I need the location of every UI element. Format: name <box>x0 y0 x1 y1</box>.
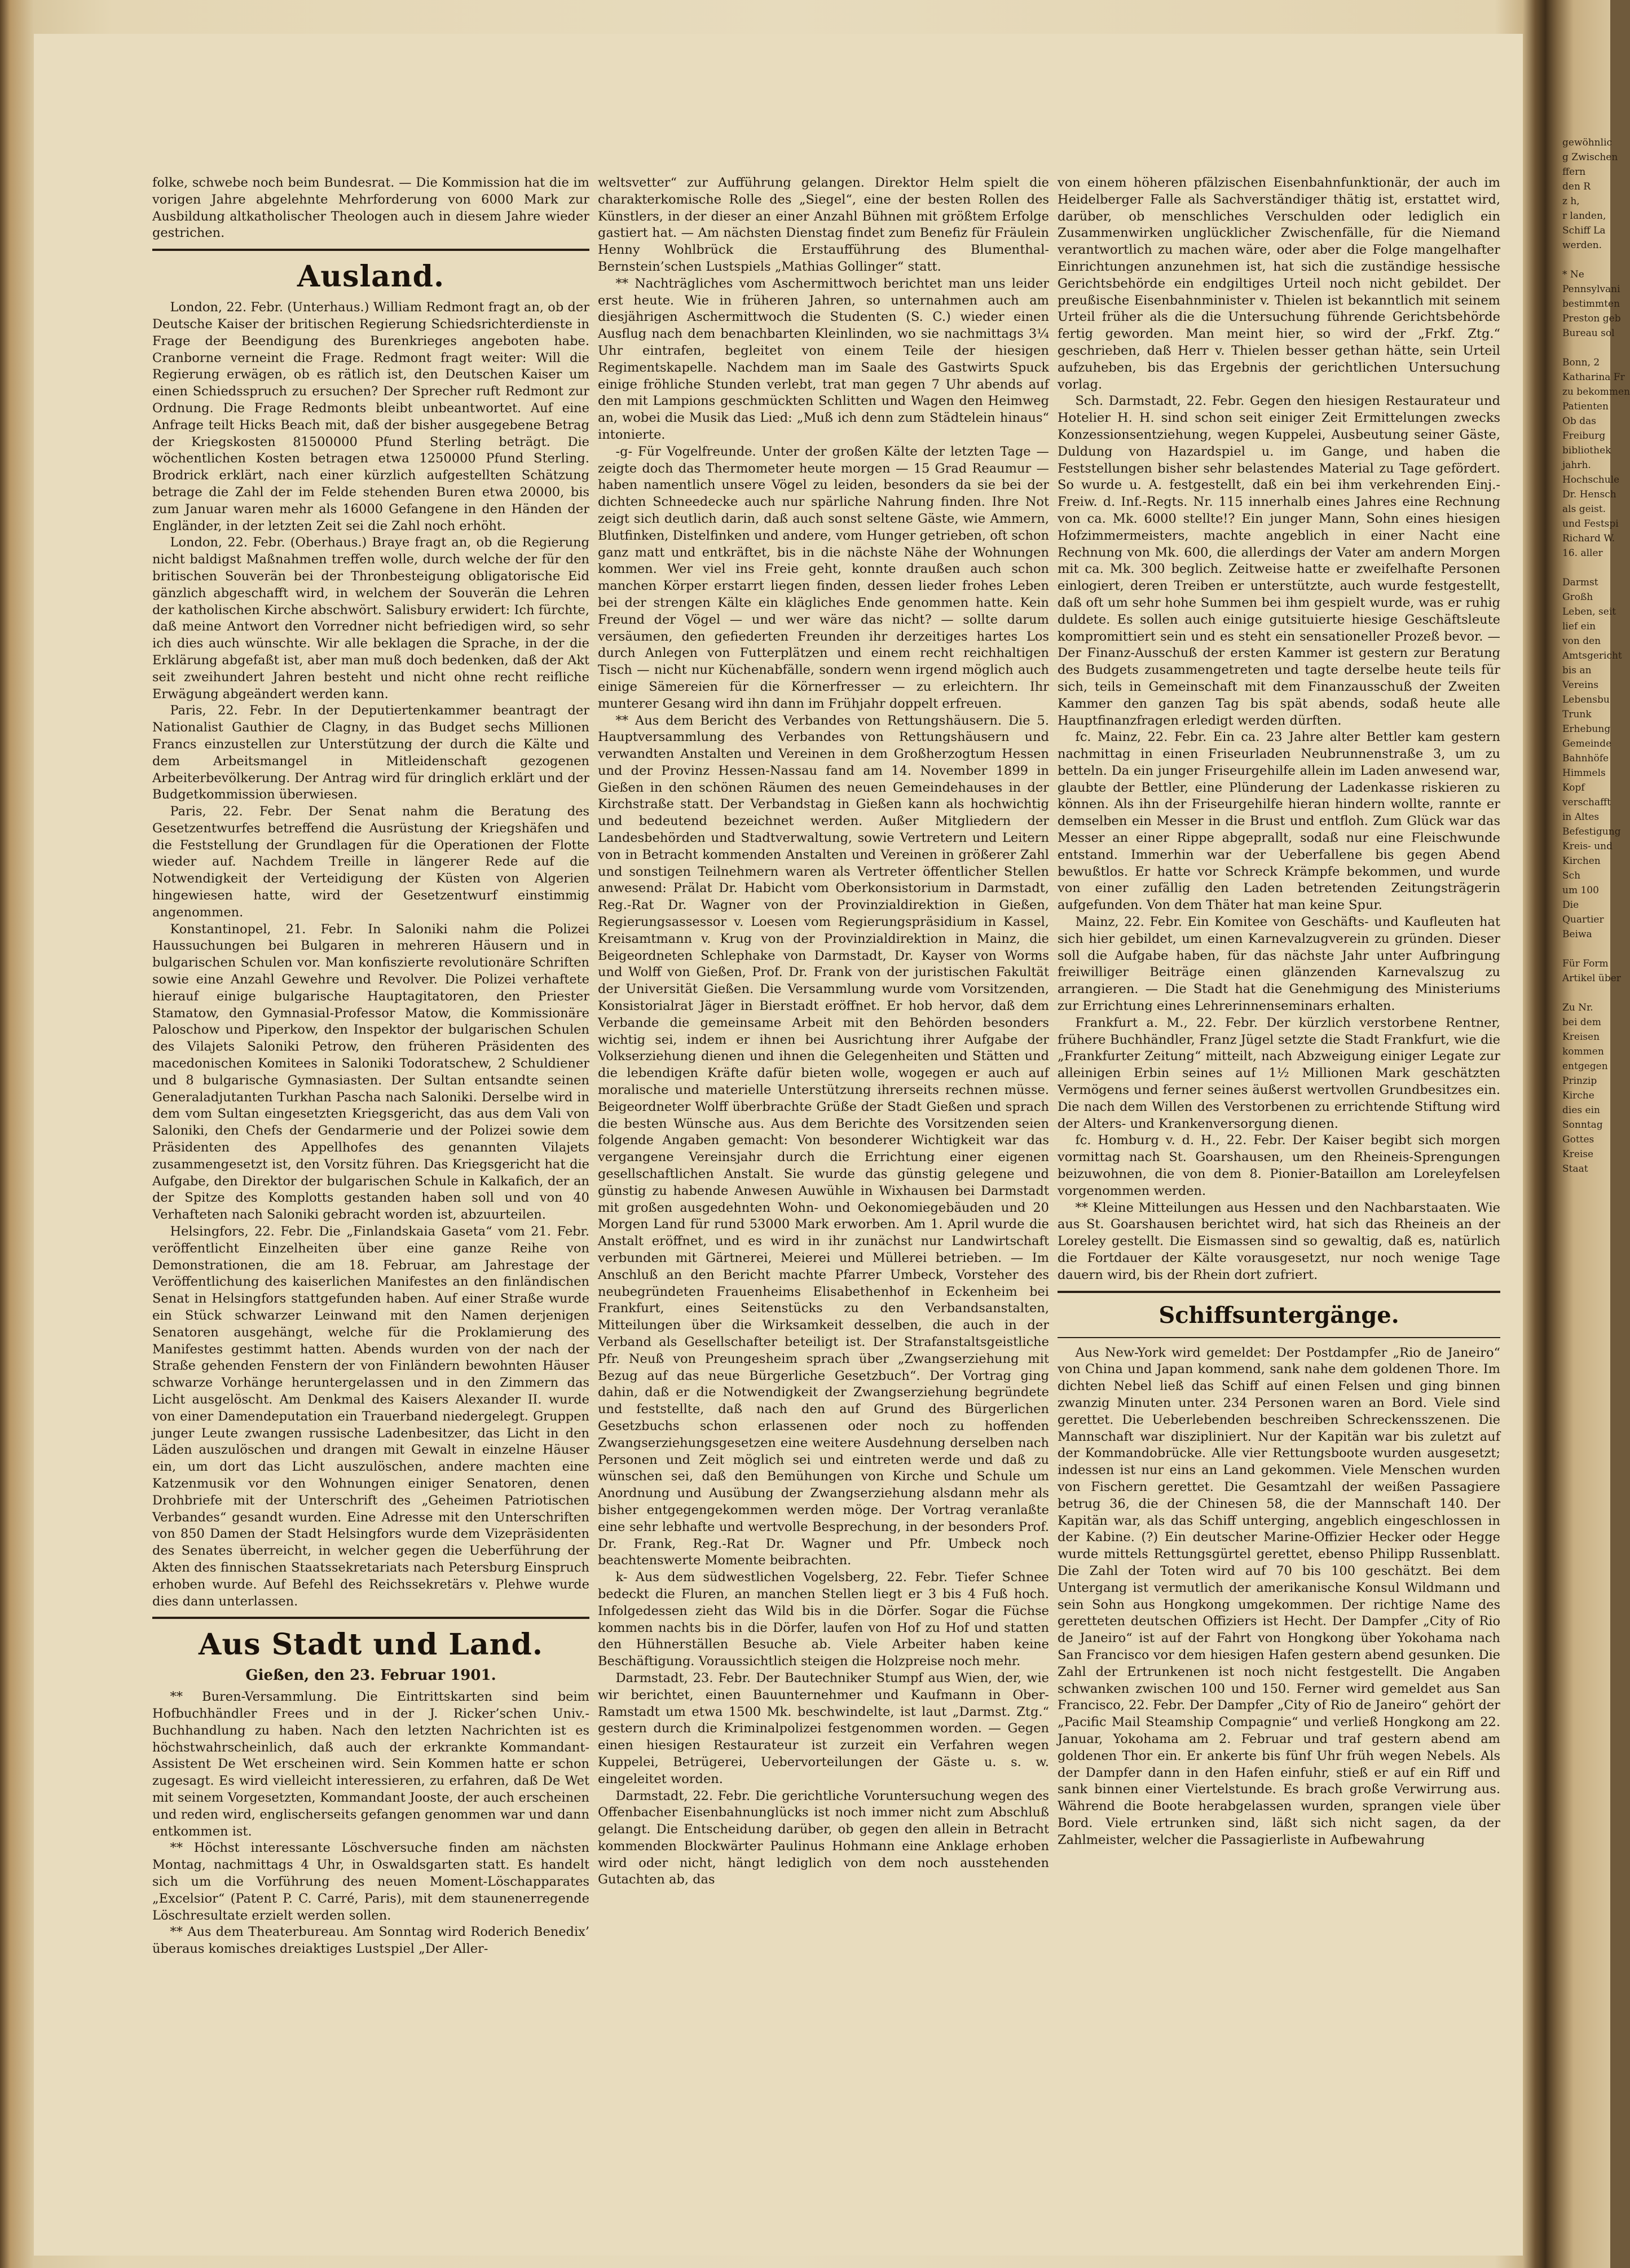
strip-line: 16. aller <box>1562 548 1603 559</box>
strip-line: werden. <box>1562 240 1602 251</box>
strip-line: entgegen <box>1562 1061 1608 1072</box>
article-kleine-mitteilungen: ** Kleine Mitteilungen aus Hessen und den Nachbarstaaten. Wie aus St. Goarshausen berichtet wird, hat sich das Rheineis an der Loreley gestellt. Die Eismassen sind so gewaltig, daß es, natürlich die Fortdauer der Kälte vorausgesetzt, nur noch wenige Tage dauern wird, bis der Rhein dort zufriert. <box>1058 1200 1500 1282</box>
strip-line: Artikel über <box>1562 973 1621 984</box>
strip-line: bestimmten <box>1562 298 1620 310</box>
article-buren-versammlung: ** Buren-Versammlung. Die Eintrittskarten sind beim Hofbuchhändler Frees und in der J. Ricker’schen Univ.-Buchhandlung zu haben. Nach den letzten Nachrichten ist es höchstwahrscheinlich, daß auch der erkrankte Kommandant-Assistent De Wet erscheinen wird. Sein Kommen hatte er schon zugesagt. Es wird vielleicht interessieren, zu erfahren, daß De Wet mit seinem Vorgesetzten, Kommandant Jooste, der auch erscheinen und reden wird, englischerseits gefangen genommen war und dann entkommen ist. <box>152 1689 589 1839</box>
strip-line: bei dem <box>1562 1017 1601 1028</box>
article-rettungshaeuser: ** Aus dem Bericht des Verbandes von Rettungshäusern. Die 5. Hauptversammlung des Verbandes von Rettungshäusern und verwandten Anstalten und Vereinen in dem Großherzogtum Hessen und der Provinz Hessen-Nassau fand am 14. November 1899 in Gießen in den schönen Räumen des neuen Gemeindehauses in der Kirchstraße statt. Der Verbandstag in Gießen kann als hochwichtig und bedeutend bezeichnet werden. Außer Mitgliedern der Landesbehörden und Stadtverwaltung, sowie Vertretern und Leitern von in Betracht kommenden Anstalten und Vereinen in größerer Zahl und sonstigen Teilnehmern waren als Vertreter öffentlicher Stellen anwesend: Prälat Dr. Habicht vom Oberkonsistorium in Darmstadt, Reg.-Rat Dr. Wagner von der Provinzialdirektion in Gießen, Regierungsassessor v. Loesen vom Regierungspräsidium in Kassel, Kreisamtmann v. Krug von der Provinzialdirektion in Mainz, die Beigeordneten Schlephake von Darmstadt, Dr. Kayser von Worms und Wolff von Gießen, Prof. Dr. Frank von der juristischen Fakultät der Universität Gießen. Die Versammlung wurde vom Vorsitzenden, Konsistorialrat Jäger in Bierstadt eröffnet. Er hob hervor, daß dem Verbande die gemeinsame Arbeit mit den Behörden besonders wichtig sei, indem er ihnen bei Ausrichtung ihrer Aufgabe der Volkserziehung dienen und ihnen die Gelegenheiten und Stätten und die lebendigen Kräfte dafür bieten wolle, wogegen er auch auf moralische und materielle Unterstützung ihrerseits rechnen müsse. Beigeordneter Wolff überbrachte Grüße der Stadt Gießen und sprach die besten Wünsche aus. Aus dem Berichte des Vorsitzenden seien folgende Angaben gemacht: Von besonderer Wichtigkeit war das vergangene Vereinsjahr durch die Errichtung einer eigenen gesellschaftlichen Anstalt. Sie wurde das günstig gelegene und günstig zu habende Anwesen Auwühle in Wixhausen bei Darmstadt mit großen ausgedehnten Wohn- und Oekonomiegebäuden und 20 Morgen Land für rund 53000 Mark erworben. Am 1. April wurde die Anstalt eröffnet, und es wird in ihr zunächst nur Landwirtschaft verbunden mit Gärtnerei, Meierei und Müllerei betrieben. — Im Anschluß an den Bericht machte Pfarrer Umbeck, Vorsteher des neubegründeten Frauenheims Elisabethenhof in Eckenheim bei Frankfurt, eines Seitenstücks zu den Verbandsanstalten, Mitteilungen über die Wirksamkeit desselben, die auch in der Verband als Gesellschafter beteiligt ist. Der Strafanstaltsgeistliche Pfr. Neuß von Preungesheim sprach über „Zwangserziehung mit Bezug auf das neue Bürgerliche Gesetzbuch“. Der Vortrag ging dahin, daß er die Notwendigkeit der Zwangserziehung begründete und feststellte, daß nach den auf Grund des Bürgerlichen Gesetzbuchs schon erlassenen oder noch zu hoffenden Zwangserziehungsgesetzen eine weitere Ausdehnung derselben nach Personen und Zeit möglich sei und eintreten werde und daß zu wünschen sei, daß den Bemühungen von Kirche und Schule um Anordnung und Ausübung der Zwangserziehung alsdann mehr als bisher entgegengekommen werden möge. Der Vortrag veranlaßte eine sehr lebhafte und wertvolle Besprechung, in der besonders Prof. Dr. Frank, Reg.-Rat Dr. Wagner und Pfr. Umbeck noch beachtenswerte Momente beibrachten. <box>598 713 1049 1568</box>
strip-line: * Ne <box>1562 269 1584 280</box>
section-heading-stadt-land: Aus Stadt und Land. <box>199 1627 543 1662</box>
strip-line: Staat <box>1562 1163 1588 1175</box>
article-aschermittwoch: ** Nachträgliches vom Aschermittwoch berichtet man uns leider erst heute. Wie in früheren Jahren, so unternahmen auch am diesjährigen Aschermittwoch die Studenten (S. C.) wieder einen Ausflug nach dem benachbarten Kleinlinden, wo sie nachmittags 3¼ Uhr eintrafen, begleitet von einem Teile der hiesigen Regimentskapelle. Nachdem man im Saale des Gastwirts Spuck einige fröhliche Stunden verlebt, trat man gegen 7 Uhr abends auf den mit Lampions geschmückten Schlitten und Wagen den Heimweg an, wobei die Musik das Lied: „Muß ich denn zum Städtelein hinaus“ intonierte. <box>598 276 1049 442</box>
strip-line: von den <box>1562 636 1601 647</box>
strip-line: jahrh. <box>1562 460 1591 471</box>
strip-line: als geist. <box>1562 504 1606 515</box>
strip-line <box>1562 341 1610 355</box>
article-loeschversuche: ** Höchst interessante Löschversuche finden am nächsten Montag, nachmittags 4 Uhr, in Oswaldsgarten statt. Es handelt sich um die Vorführung des neuen Moment-Löschapparates „Excelsior“ (Patent P. C. Carré, Paris), mit dem staunenerregende Löschresultate erzielt werden sollen. <box>152 1841 589 1923</box>
strip-line: Gottes <box>1562 1134 1594 1145</box>
strip-line: Himmels <box>1562 767 1606 779</box>
strip-line: Zu Nr. <box>1562 1002 1593 1013</box>
strip-line: Vereins <box>1562 679 1599 691</box>
article-theaterbureau: ** Aus dem Theaterbureau. Am Sonntag wird Roderich Benedix’ überaus komisches dreiaktiges Lustspiel „Der Aller- <box>152 1925 589 1957</box>
strip-line: und Festspi <box>1562 518 1619 530</box>
strip-line: Erhebung <box>1562 723 1611 735</box>
strip-line: Hochschule <box>1562 474 1620 486</box>
strip-line: Für Form <box>1562 958 1609 969</box>
article-mainz-bettler: fc. Mainz, 22. Febr. Ein ca. 23 Jahre alter Bettler kam gestern nachmittag in einen Friseurladen Neubrunnenstraße 3, um zu betteln. Da ein junger Friseurgehilfe allein im Laden anwesend war, glaubte der Bettler, eine Plünderung der Ladenkasse riskieren zu können. Als ihn der Friseurgehilfe hieran hindern wollte, rannte er demselben ein Messer in die Brust und entfloh. Zum Glück war das Messer an einer Rippe abgeprallt, sodaß nur eine Fleischwunde entstand. Immerhin war der Ueberfallene bis gegen Abend bewußtlos. Er hatte vor Schreck Krämpfe bekommen, und wurde von einer zufällig den Laden betretenden Zeitungsträgerin aufgefunden. Von dem Thäter hat man keine Spur. <box>1058 730 1500 913</box>
article-paris-deputierte: Paris, 22. Febr. In der Deputiertenkammer beantragt der Nationalist Gauthier de Clagny, in das Budget sechs Millionen Francs einzustellen zur Unterstützung der durch die Kälte und dem Arbeitsmangel in Mitleidenschaft gezogenen Arbeiterbevölkerung. Der Antrag wird für dringlich erklärt und der Budgetkommission überwiesen. <box>152 703 589 802</box>
strip-line: Bonn, 2 <box>1562 357 1600 368</box>
strip-line: Lebensbu <box>1562 694 1610 705</box>
strip-line: Bahnhöfe <box>1562 753 1609 764</box>
strip-line: Darmst <box>1562 577 1598 588</box>
divider <box>1058 1291 1500 1293</box>
strip-line: z h, <box>1562 196 1580 207</box>
strip-line: Patienten <box>1562 401 1609 412</box>
strip-line: Kreis- und <box>1562 841 1613 852</box>
strip-line: bibliothek <box>1562 445 1611 456</box>
column-2 <box>598 175 1049 1888</box>
column-1 <box>152 175 589 1958</box>
article-intro: folke, schwebe noch beim Bundesrat. — Die Kommission hat die im vorigen Jahre abgelehnte Mehrforderung von 6000 Mark zur Ausbildung altkatholischer Theologen auch in diesem Jahre wieder gestrichen. <box>152 175 589 241</box>
strip-line: Leben, seit <box>1562 606 1616 617</box>
divider <box>152 1617 589 1619</box>
article-vogelsberg: k- Aus dem südwestlichen Vogelsberg, 22. Febr. Tiefer Schnee bedeckt die Fluren, an manchen Stellen liegt er 3 bis 4 Fuß hoch. Infolgedessen zieht das Wild bis in die Dörfer. Sogar die Füchse kommen nachts bis in die Dörfer, laufen von Hof zu Hof und statten den Hühnerställen Besuche ab. Viele Arbeiter haben keine Beschäftigung. Voraussichtlich steigen die Holzpreise noch mehr. <box>598 1570 1049 1669</box>
article-mainz-karneval: Mainz, 22. Febr. Ein Komitee von Geschäfts- und Kaufleuten hat sich hier gebildet, um einen Karnevalzugverein zu gründen. Dieser soll die Aufgabe haben, für das nächste Jahr unter Aufbringung freiwilliger Beiträge einen glänzenden Karnevalszug zu arrangieren. — Die Stadt hat die Genehmigung des Ministeriums zur Errichtung eines Lehrerinnenseminars erhalten. <box>1058 915 1500 1014</box>
article-vogelfreunde: -g- Für Vogelfreunde. Unter der großen Kälte der letzten Tage — zeigte doch das Thermometer heute morgen — 15 Grad Reaumur — haben namentlich unsere Vögel zu leiden, besonders da sie bei der dichten Schneedecke auch nur spärliche Nahrung finden. Ihre Not zeigt sich deutlich darin, daß auch sonst seltene Gäste, wie Ammern, Blutfinken, Distelfinken und andere, vom Hunger getrieben, oft schon ganz matt und entkräftet, bis in die nächste Nähe der Wohnungen kommen. Wer viel ins Freie geht, konnte draußen auch schon manchen Körper erstarrt liegen finden, dessen lieder frohes Leben bei der strengen Kälte ein klägliches Ende genommen hatte. Kein Freund der Vögel — und wer wäre das nicht? — sollte darum versäumen, den gefiederten Freunden ihr derzeitiges hartes Los durch Anlegen von Futterplätzen und einem recht reichhaltigen Tisch — nicht nur Küchenabfälle, sondern wenn irgend möglich auch einige Sämereien für die Körnerfresser — zu erleichtern. Ihr munterer Gesang wird ihn dann im Frühjahr doppelt erfreuen. <box>598 444 1049 711</box>
strip-line: Freiburg <box>1562 430 1606 442</box>
strip-line: g Zwischen <box>1562 152 1618 163</box>
strip-line: Kopf <box>1562 782 1585 793</box>
article-rio-de-janeiro: Aus New-York wird gemeldet: Der Postdampfer „Rio de Janeiro“ von China und Japan kommend, sank nahe dem goldenen Thore. Im dichten Nebel ließ das Schiff auf einen Felsen und ging binnen zwanzig Minuten unter. 234 Personen waren an Bord. Viele sind gerettet. Die Ueberlebenden beschreiben Schreckensszenen. Die Mannschaft war diszipliniert. Nur der Kapitän war bis zuletzt auf der Kommandobrücke. Alle vier Rettungsboote wurden ausgesetzt; indessen ist nur eins an Land gekommen. Viele Menschen wurden von Fischern gerettet. Die Gesamtzahl der weißen Passagiere betrug 36, die der Chinesen 58, die der Mannschaft 140. Der Kapitän war, als das Schiff unterging, angeblich eingeschlossen in der Kabine. (?) Ein deutscher Marine-Offizier Hecker oder Hegge wurde mittels Rettungsgürtel gerettet, ebenso Philipp Russenblatt. Die Zahl der Toten wird auf 70 bis 100 geschätzt. Bei dem Untergang ist vermutlich der amerikanische Konsul Wildmann und sein Sohn aus Hongkong umgekommen. Der richtige Name des geretteten deutschen Offiziers ist Hecht. Der Dampfer „City of Rio de Janeiro“ ist auf der Fahrt von Hongkong über Yokohama nach San Francisco vor dem hiesigen Hafen gestern abend gesunken. Die Zahl der Ertrunkenen ist noch nicht festgestellt. Die Angaben schwanken zwischen 100 und 150. Ferner wird gemeldet aus San Francisco, 22. Febr. Der Dampfer „City of Rio de Janeiro“ gehört der „Pacific Mail Steamship Compagnie“ und verließ Hongkong am 22. Januar, Yokohama am 2. Februar und traf gestern abend am goldenen Thor ein. Er ankerte bis fünf Uhr früh wegen Nebels. Als der Dampfer dann in den Hafen einfuhr, stieß er auf ein Riff und sank binnen einer Viertelstunde. Es brach große Verwirrung aus. Während die Boote herabgelassen wurden, sprangen viele über Bord. Viele ertrunken sind, läßt sich nicht sagen, da der Zahlmeister, welcher die Passagierliste in Aufbewahrung <box>1058 1345 1500 1847</box>
strip-line: Dr. Hensch <box>1562 489 1616 500</box>
strip-line: Ob das <box>1562 416 1596 427</box>
divider <box>152 249 589 251</box>
strip-line <box>1562 253 1610 267</box>
dateline: Gießen, den 23. Februar 1901. <box>245 1667 496 1684</box>
strip-line: lief ein <box>1562 621 1596 632</box>
strip-line: bis an <box>1562 665 1592 676</box>
section-heading-schiffsuntergaenge: Schiffsuntergänge. <box>1158 1301 1399 1329</box>
strip-line: Richard W. <box>1562 533 1615 544</box>
strip-line <box>1562 942 1610 956</box>
divider <box>1058 1337 1500 1338</box>
article-darmstadt-stumpf: Darmstadt, 23. Febr. Der Bautechniker Stumpf aus Wien, der, wie wir berichtet, einen Bauunternehmer und Kaufmann in Ober-Ramstadt um etwa 1500 Mk. beschwindelte, ist laut „Darmst. Ztg.“ gestern durch die Kriminalpolizei festgenommen worden. — Gegen einen hiesigen Restaurateur ist zurzeit ein Verfahren wegen Kuppelei, Betrügerei, Uebervorteilungen der Gäste u. s. w. eingeleitet worden. <box>598 1670 1049 1786</box>
right-page-strip <box>1562 135 1630 2222</box>
strip-line: Kirche <box>1562 1090 1594 1101</box>
article-darmstadt-voruntersuchung: Darmstadt, 22. Febr. Die gerichtliche Voruntersuchung wegen des Offenbacher Eisenbahnunglücks ist noch immer nicht zum Abschluß gelangt. Die Entscheidung darüber, ob gegen den allein in Betracht kommenden Blockwärter Paulinus Hohmann eine Anklage erhoben wird oder nicht, hängt lediglich von dem noch ausstehenden Gutachten ab, das <box>598 1788 1049 1887</box>
article-darmstadt-restaurateur: Sch. Darmstadt, 22. Febr. Gegen den hiesigen Restaurateur und Hotelier H. H. sind schon seit einiger Zeit Ermittelungen zwecks Konzessionsentziehung, wegen Kuppelei, Ausbeutung seiner Gäste, Duldung von Hazardspiel u. im Gange, und haben die Feststellungen bisher sehr belastendes Material zu Tage gefördert. So wurde u. A. festgestellt, daß ein bei ihm verkehrenden Einj.-Freiw. d. Inf.-Regts. Nr. 115 innerhalb eines Jahres eine Rechnung von ca. Mk. 6000 stellte!? Ein junger Mann, Sohn eines hiesigen Hofzimmermeisters, machte angeblich in einer Nacht eine Rechnung von Mk. 600, die allerdings der Vater am andern Morgen mit ca. Mk. 300 beglich. Zeitweise hatte er zweifelhafte Personen einlogiert, deren Treiben er unterstützte, auch wurde festgestellt, daß oft um sehr hohe Summen bei ihm gespielt wurde, was er ruhig duldete. Es sollen auch einige gutsituierte hiesige Geschäftsleute kompromittiert sein und es steht ein sensationeller Prozeß bevor. — Der Finanz-Ausschuß der ersten Kammer ist gestern zur Beratung des Budgets zusammengetreten und tagte derselbe heute teils für sich, teils in Gemeinschaft mit dem Finanzausschuß der Zweiten Kammer den ganzen Tag bis spät abends, sodaß heute alle Hauptfinanzfragen erledigt werden dürften. <box>1058 394 1500 728</box>
strip-line <box>1562 986 1610 1000</box>
strip-line: Sch <box>1562 870 1581 881</box>
strip-line: Schiff La <box>1562 225 1606 236</box>
strip-line: Preston geb <box>1562 313 1621 324</box>
article-paris-senat: Paris, 22. Febr. Der Senat nahm die Beratung des Gesetzentwurfes betreffend die Ausrüstung der Kriegshäfen und die Feststellung der Grundlagen für die Operationen der Flotte wieder auf. Nachdem Treille in längerer Rede auf die Notwendigkeit der Verteidigung der Küsten von Algerien hingewiesen hatte, wird der Gesetzentwurf einstimmig angenommen. <box>152 804 589 920</box>
article-london-oberhaus: London, 22. Febr. (Oberhaus.) Braye fragt an, ob die Regierung nicht baldigst Maßnahmen treffen wolle, durch welche der für den britischen Souverän bei der Thronbesteigung obligatorische Eid gänzlich abgeschafft wird, in welchem der Souverän die Lehren der katholischen Kirche abschwört. Salisbury erwidert: Ich fürchte, daß meine Antwort den Vorredner nicht befriedigen wird, so sehr ich dies auch wünschte. Wir alle beklagen die Sprache, in der die Erklärung abgefaßt ist, aber man muß doch bedenken, daß der Akt seit zweihundert Jahren besteht und nicht ohne recht reifliche Erwägung abgeändert werden kann. <box>152 535 589 701</box>
left-page-edge <box>0 141 23 2227</box>
strip-line: Kirchen <box>1562 855 1601 867</box>
strip-line: ffern <box>1562 166 1586 178</box>
article-konstantinopel: Konstantinopel, 21. Febr. In Saloniki nahm die Polizei Haussuchungen bei Bulgaren in mehreren Häusern und in bulgarischen Schulen vor. Man konfiszierte revolutionäre Schriften sowie eine Anzahl Gewehre und Revolver. Die Polizei verhaftete hierauf einige bulgarische Hauptagitatoren, den Priester Stamatow, den Gymnasial-Professor Matow, die Kommissionäre Paloschow und Piperkow, den Inspektor der bulgarischen Schulen des Vilajets Saloniki Petrow, den früheren Präsidenten des macedonischen Komitees in Saloniki Todoratschew, 2 Schuldiener und 8 bulgarische Gymnasiasten. Der Sultan entsandte seinen Generaladjutanten Turkhan Pascha nach Saloniki. Derselbe wird in dem vom Sultan eingesetzten Kriegsgericht, das aus dem Vali von Saloniki, den Chefs der Gendarmerie und der Polizei sowie dem Präsidenten des Appellhofes des genannten Vilajets zusammengesetzt ist, den Vorsitz führen. Das Kriegsgericht hat die Aufgabe, den Direktor der bulgarischen Schule in Kalkafich, der an der Spitze des Komplotts gestanden haben soll und von 40 Verhafteten nach Saloniki gebracht worden ist, abzuurteilen. <box>152 921 589 1223</box>
strip-line: Großh <box>1562 592 1593 603</box>
article-london-unterhaus: London, 22. Febr. (Unterhaus.) William Redmont fragt an, ob der Deutsche Kaiser der britischen Regierung Schiedsrichterdienste in Frage der Beendigung des Burenkrieges angeboten habe. Cranborne verneint die Frage. Redmont fragt weiter: Will die Regierung erwägen, ob es rätlich ist, den Deutschen Kaiser um einen Schiedsspruch zu ersuchen? Der Sprecher ruft Redmont zur Ordnung. Die Frage Redmonts bleibt unbeantwortet. Auf eine Anfrage teilt Hicks Beach mit, daß der bisher ausgegebene Betrag der Kriegskosten 81500000 Pfund Sterling beträgt. Die wöchentlichen Kosten betragen etwa 1250000 Pfund Sterling. Brodrick erklärt, nach einer kürzlich aufgestellten Schätzung betrage die Zahl der im Felde stehenden Buren etwa 20000, bis zum Januar waren mehr als 16000 Gefangene in den Händen der Engländer, in der letzten Zeit sei die Zahl noch erhöht. <box>152 300 589 533</box>
article-helsingfors: Helsingfors, 22. Febr. Die „Finlandskaia Gaseta“ vom 21. Febr. veröffentlicht Einzelheiten über eine ganze Reihe von Demonstrationen, die am 18. Februar, am Jahrestage der Veröffentlichung des kaiserlichen Manifestes an den finländischen Senat in Helsingfors stattgefunden haben. Auf einer Straße wurde ein Stück schwarzer Leinwand mit den Namen derjenigen Senatoren ausgehängt, welche für die Proklamierung des Manifestes gestimmt hatten. Abends wurden von der nach der Straße gehenden Fenstern der von Finländern bewohnten Häuser schwarze Vorhänge heruntergelassen und in den Zimmern das Licht ausgelöscht. Am Denkmal des Kaisers Alexander II. wurde von einer Damendeputation ein Trauerband niedergelegt. Gruppen junger Leute zwangen russische Ladenbesitzer, das Licht in den Läden auszulöschen und drangen mit Gewalt in einzelne Häuser ein, um dort das Licht auszulöschen, andere machten eine Katzenmusik vor den Wohnungen einiger Senatoren, denen Drohbriefe mit der Unterschrift des „Geheimen Patriotischen Verbandes“ gesandt wurden. Eine Adresse mit den Unterschriften von 850 Damen der Stadt Helsingfors wurde dem Vizepräsidenten des Senates überreicht, in welcher gegen die Ueberführung der Akten des finnischen Staatssekretariats nach Petersburg Einspruch erhoben wurde. Auf Befehl des Reichssekretärs v. Plehwe wurde dies dann unterlassen. <box>152 1224 589 1609</box>
strip-line: Kreise <box>1562 1149 1594 1160</box>
strip-line: Gemeinde <box>1562 738 1612 749</box>
strip-line <box>1562 561 1610 575</box>
strip-line: Beiwa <box>1562 929 1592 940</box>
article-eisenbahn-cont: von einem höheren pfälzischen Eisenbahnfunktionär, der auch im Heidelberger Falle als Sachverständiger thätig ist, erstattet wird, darüber, ob menschliches Verschulden oder lediglich ein Zusammenwirken unglücklicher Zwischenfälle, für die Niemand verantwortlich zu machen wäre, oder aber die Folge mangelhafter Einrichtungen anzunehmen ist, hat sich die zuständige hessische Gerichtsbehörde ein endgiltiges Urteil noch nicht gebildet. Der preußische Eisenbahnminister v. Thielen ist bekanntlich mit seinem Urteil früher als die die Untersuchung führende Gerichtsbehörde fertig geworden. Man meint hier, so wird der „Frkf. Ztg.“ geschrieben, daß Herr v. Thielen besser gethan hätte, sein Urteil aufzuheben, bis das Ergebnis der gerichtlichen Untersuchung vorlag. <box>1058 175 1500 392</box>
strip-line: Bureau sol <box>1562 328 1615 339</box>
strip-line: um 100 <box>1562 885 1599 896</box>
strip-line: in Altes <box>1562 811 1600 823</box>
strip-line: zu bekommen <box>1562 386 1630 398</box>
strip-line: Prinzip <box>1562 1075 1597 1087</box>
strip-line: verschafft <box>1562 797 1611 808</box>
strip-line: gewöhnlic <box>1562 137 1613 148</box>
strip-line: Amtsgericht <box>1562 650 1622 661</box>
strip-line: Sonntag <box>1562 1119 1603 1131</box>
strip-line: Katharina Fr <box>1562 372 1625 383</box>
article-homburg-kaiser: fc. Homburg v. d. H., 22. Febr. Der Kaiser begibt sich morgen vormittag nach St. Goarshausen, um den Rheineis-Sprengungen beizuwohnen, die von dem 8. Pionier-Bataillon am Loreleyfelsen vorgenommen werden. <box>1058 1133 1500 1198</box>
strip-line: r landen, <box>1562 210 1606 222</box>
article-theater-cont: weltsvetter“ zur Aufführung gelangen. Direktor Helm spielt die charakterkomische Rolle des „Siegel“, eine der besten Rollen des Künstlers, in der dieser an einer Anzahl Bühnen mit größtem Erfolge gastiert hat. — Am nächsten Dienstag findet zum Benefiz für Fräulein Henny Wohlbrück die Erstaufführung des Blumenthal-Bernstein’schen Lustspiels „Mathias Gollinger“ statt. <box>598 175 1049 274</box>
strip-line: Trunk <box>1562 709 1592 720</box>
strip-line: den R <box>1562 181 1591 192</box>
strip-line: dies ein <box>1562 1105 1600 1116</box>
strip-line: Befestigung <box>1562 826 1621 837</box>
strip-line: Die <box>1562 899 1579 911</box>
strip-line: Kreisen <box>1562 1031 1600 1043</box>
section-heading-ausland: Ausland. <box>297 259 445 294</box>
strip-line: Quartier <box>1562 914 1604 925</box>
column-3 <box>1058 175 1500 1849</box>
strip-line: kommen <box>1562 1046 1604 1057</box>
strip-line: Pennsylvani <box>1562 284 1620 295</box>
article-frankfurt-juegel: Frankfurt a. M., 22. Febr. Der kürzlich verstorbene Rentner, frühere Buchhändler, Franz Jügel setzte die Stadt Frankfurt, wie die „Frankfurter Zeitung“ mitteilt, nach Abzweigung einiger Legate zur alleinigen Erbin seines auf 1½ Millionen Mark geschätzten Vermögens und ferner seines äußerst wertvollen Grundbesitzes ein. Die nach dem Willen des Verstorbenen zu errichtende Stiftung wird der Alters- und Krankenversorgung dienen. <box>1058 1015 1500 1131</box>
